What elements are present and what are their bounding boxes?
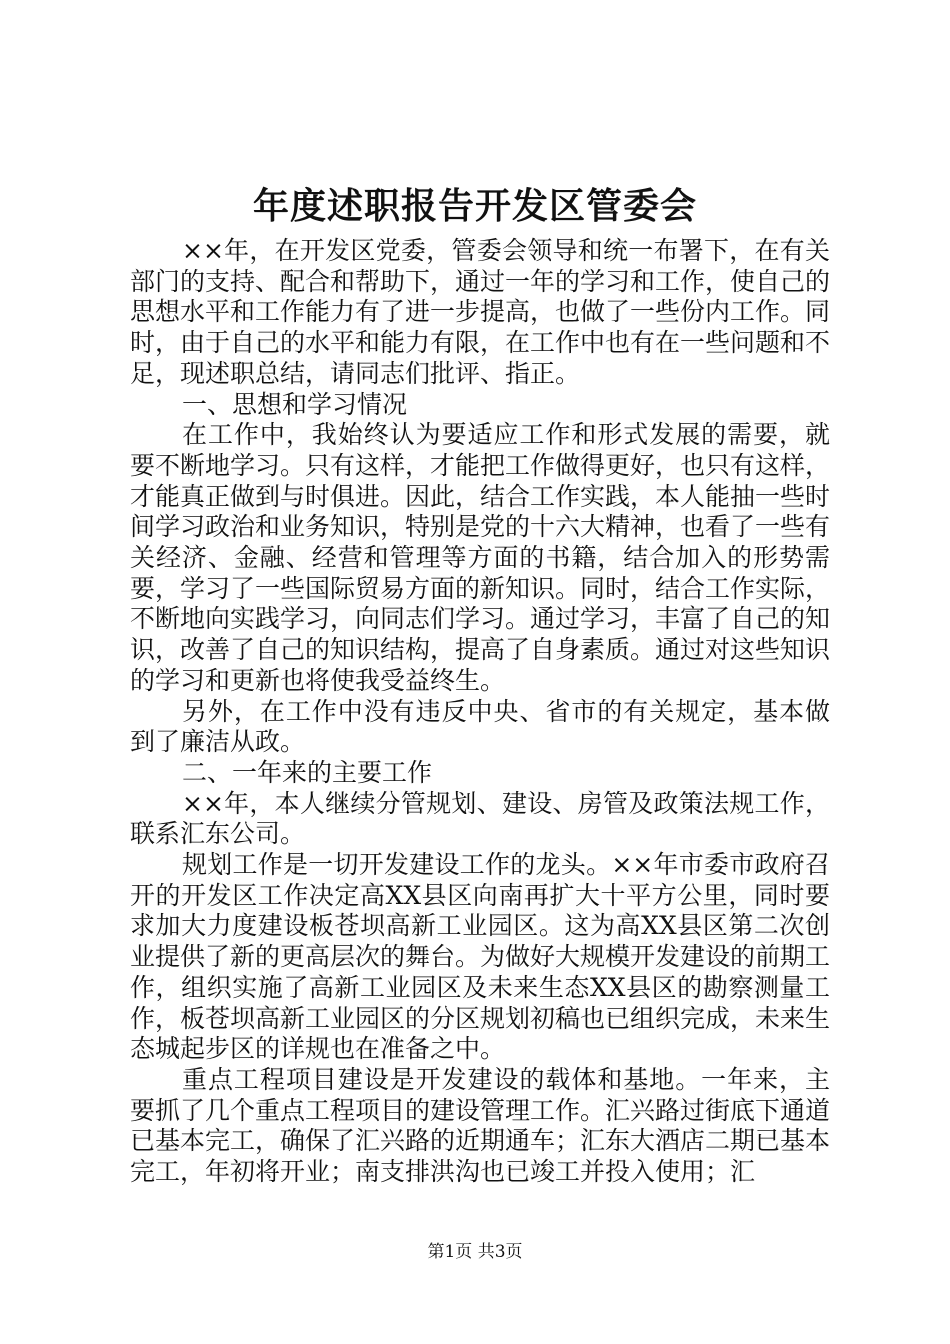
paragraph-key-projects: 重点工程项目建设是开发建设的载体和基地。一年来，主要抓了几个重点工程项目的建设管理工作。汇兴路过街底下通道已基本完工，确保了汇兴路的近期通车；汇东大酒店二期已基本完工，年初将开业；南支排洪沟也已竣工并投入使用；汇 <box>130 1064 831 1187</box>
paragraph-integrity: 另外，在工作中没有违反中央、省市的有关规定，基本做到了廉洁从政。 <box>130 696 830 757</box>
document-title: 年度述职报告开发区管委会 <box>252 185 697 227</box>
paragraph-study: 在工作中，我始终认为要适应工作和形式发展的需要，就要不断地学习。只有这样，才能把工作做得更好，也只有这样，才能真正做到与时俱进。因此，结合工作实践，本人能抽一些时间学习政治和业务知识，特别是党的十六大精神，也看了一些有关经济、金融、经营和管理等方面的书籍，结合加入的形势需要，学习了一些国际贸易方面的新知识。同时，结合工作实际，不断地向实践学习，向同志们学习。通过学习，丰富了自己的知识，改善了自己的知识结构，提高了自身素质。通过对这些知识的学习和更新也将使我受益终生。 <box>130 420 831 695</box>
paragraph-responsibilities: ××年，本人继续分管规划、建设、房管及政策法规工作，联系汇东公司。 <box>130 788 830 849</box>
document-body <box>130 236 830 1188</box>
section-heading-study: 一、思想和学习情况 <box>182 389 408 419</box>
section-heading-main-work: 二、一年来的主要工作 <box>182 757 433 787</box>
page-number: 第1页 共3页 <box>427 1242 523 1262</box>
paragraph-planning: 规划工作是一切开发建设工作的龙头。××年市委市政府召开的开发区工作决定高XX县区向南再扩大十平方公里，同时要求加大力度建设板苍坝高新工业园区。这为高XX县区第二次创业提供了新的更高层次的舞台。为做好大规模开发建设的前期工作，组织实施了高新工业园区及未来生态XX县区的勘察测量工作，板苍坝高新工业园区的分区规划初稿也已组织完成，未来生态城起步区的详规也在准备之中。 <box>130 850 831 1064</box>
paragraph-intro: ××年，在开发区党委，管委会领导和统一布署下，在有关部门的支持、配合和帮助下，通过一年的学习和工作，使自己的思想水平和工作能力有了进一步提高，也做了一些份内工作。同时，由于自己的水平和能力有限，在工作中也有在一些问题和不足，现述职总结，请同志们批评、指正。 <box>130 236 831 388</box>
